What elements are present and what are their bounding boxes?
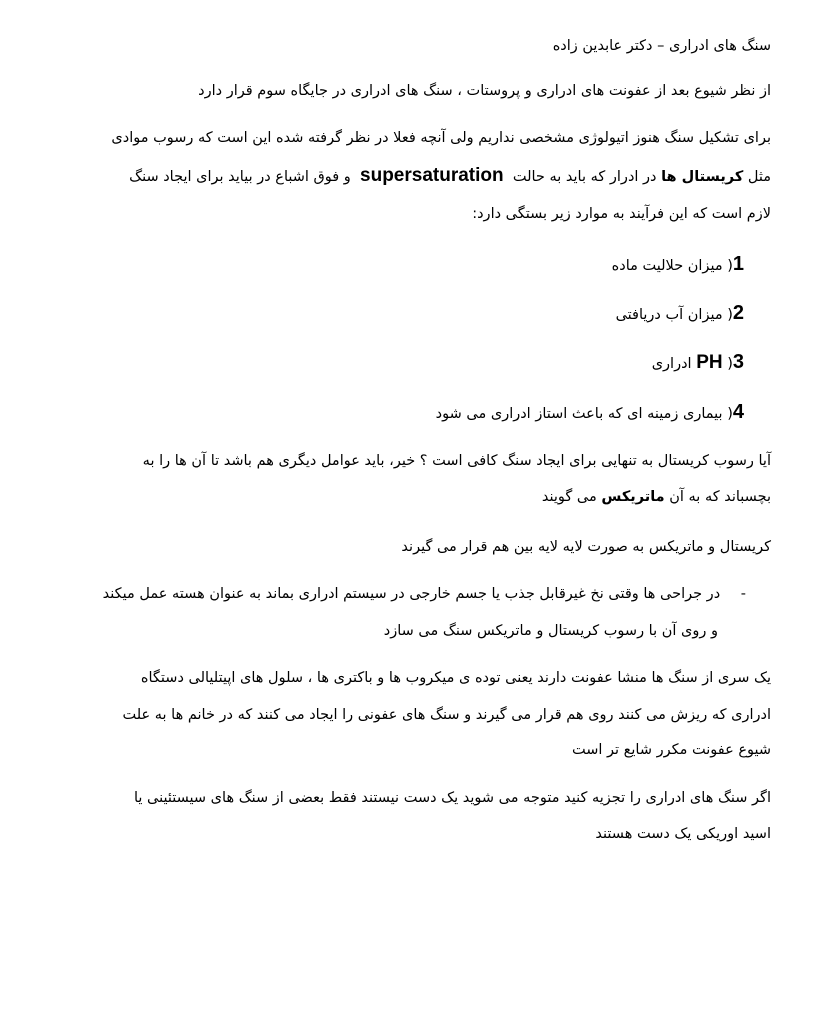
paragraph-matrix-line-1: آیا رسوب کریستال به تنهایی برای ایجاد سنگ کافی است ؟ خیر، باید عوامل دیگری هم باشد تا آن ها را به bbox=[142, 453, 771, 469]
list-item-text: بیماری زمینه ای که باعث استاز ادراری می شود bbox=[435, 406, 723, 422]
list-item-text: میزان حلالیت ماده bbox=[611, 258, 723, 274]
list-number: 2 bbox=[732, 302, 744, 324]
list-item-4: 4( بیماری زمینه ای که باعث استاز ادراری می شود bbox=[435, 401, 744, 423]
text-segment: می گویند bbox=[541, 489, 597, 505]
paragraph-etiology-line-1: برای تشکیل سنگ هنوز اتیولوژی مشخصی نداریم ولی آنچه فعلا در نظر گرفته شده این است که رسوب موادی bbox=[111, 130, 771, 146]
list-number: 4 bbox=[732, 401, 744, 423]
term-ph: PH bbox=[696, 352, 723, 373]
bold-term-crystals: کریستال ها bbox=[661, 169, 744, 185]
list-item-text: ادراری bbox=[651, 356, 692, 372]
bullet-text: در جراحی ها وقتی نخ غیرقابل جذب یا جسم خارجی در سیستم ادراری بماند به عنوان هسته عمل میکند bbox=[102, 586, 721, 602]
list-item-1: 1( میزان حلالیت ماده bbox=[611, 253, 744, 275]
paragraph-infection-line-3: شیوع عفونت مکرر شایع تر است bbox=[571, 742, 771, 758]
text-segment: مثل bbox=[747, 169, 771, 185]
term-supersaturation: supersaturation bbox=[360, 165, 504, 186]
paragraph-etiology-line-2 bbox=[129, 166, 771, 187]
paragraph-analysis-line-1: اگر سنگ های ادراری را تجزیه کنید متوجه می شوید یک دست نیستند فقط بعضی از سنگ های سیستئینی یا bbox=[133, 790, 771, 806]
paragraph-prevalence: از نظر شیوع بعد از عفونت های ادراری و پروستات ، سنگ های ادراری در جایگاه سوم قرار دارد bbox=[198, 83, 771, 99]
bullet-dash: - bbox=[740, 586, 746, 602]
bullet-item-line-1 bbox=[103, 584, 746, 604]
paragraph-layers: کریستال و ماتریکس به صورت لایه لایه بین هم قرار می گیرند bbox=[401, 539, 771, 555]
list-number: 1 bbox=[732, 253, 744, 275]
list-item-text: میزان آب دریافتی bbox=[615, 307, 723, 323]
list-number: 3 bbox=[732, 351, 744, 373]
paragraph-infection-line-1: یک سری از سنگ ها منشا عفونت دارند یعنی توده ی میکروب ها و باکتری ها ، سلول های اپیتلیالی دستگاه bbox=[140, 670, 771, 686]
text-segment: بچسباند که به آن bbox=[669, 489, 771, 505]
paragraph-infection-line-2: ادراری که ریزش می کنند روی هم قرار می گیرند و سنگ های عفونی را ایجاد می کنند که در خانم ها به علت bbox=[122, 707, 771, 723]
list-item-2: 2( میزان آب دریافتی bbox=[615, 302, 744, 324]
bold-term-matrix: ماتریکس bbox=[601, 489, 665, 505]
paragraph-matrix-line-2 bbox=[542, 487, 771, 507]
text-segment: در ادرار که باید به حالت bbox=[512, 169, 657, 185]
text-segment: و فوق اشباع در بیاید برای ایجاد سنگ bbox=[129, 169, 351, 185]
document-title: سنگ های ادراری – دکتر عابدین زاده bbox=[552, 38, 771, 54]
bullet-item-line-2: و روی آن با رسوب کریستال و ماتریکس سنگ می سازد bbox=[383, 623, 718, 639]
paragraph-analysis-line-2: اسید اوریکی یک دست هستند bbox=[595, 826, 771, 842]
paragraph-etiology-line-3: لازم است که این فرآیند به موارد زیر بستگی دارد: bbox=[472, 206, 771, 222]
list-item-3: 3( PH ادراری bbox=[651, 351, 744, 373]
